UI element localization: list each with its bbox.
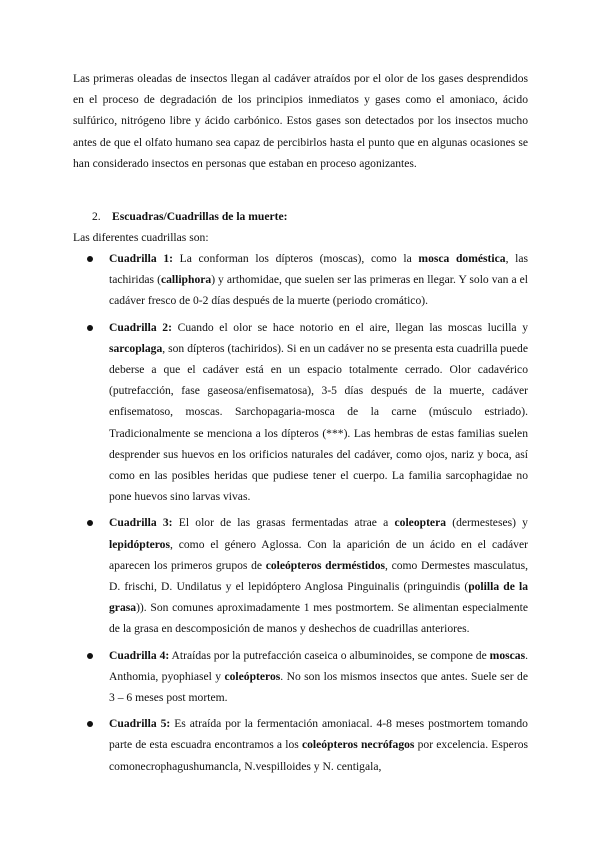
item-text: Atraídas por la putrefacción caseica o albuminoides, se compone de — [169, 648, 490, 662]
item-label: Cuadrilla 2: — [109, 320, 172, 334]
cuadrillas-list — [73, 248, 528, 782]
item-text: Es atraída por la fermentación amoniacal. 4-8 meses postmortem tomando parte de esta escuadra encontramos a los — [109, 717, 528, 752]
list-item-cuadrilla-2 — [73, 317, 528, 508]
bullet-icon — [87, 256, 93, 262]
section-heading — [73, 206, 288, 227]
item-bold-term: coleópteros necrófagos — [301, 738, 415, 752]
item-text: (dermesteses) y — [446, 516, 528, 530]
item-label: Cuadrilla 5: — [109, 717, 171, 731]
item-bold-term: coleópteros derméstidos — [265, 558, 386, 572]
item-bold-term: calliphora — [160, 273, 212, 287]
item-bold-term: polilla de la grasa — [109, 580, 528, 615]
list-item-cuadrilla-3 — [73, 512, 528, 639]
list-item-cuadrilla-4 — [73, 645, 528, 709]
item-label: Cuadrilla 3: — [109, 516, 173, 530]
list-item-cuadrilla-5 — [73, 713, 528, 777]
item-text: . Anthomia, pyophiasel y — [109, 648, 528, 683]
intro-paragraph: Las primeras oleadas de insectos llegan al cadáver atraídos por el olor de los gases desprendidos en el proceso de degradación de los principios inmediatos y gases como el amoniaco, ácido sulfúrico, nitrógeno libre y ácido carbónico. Estos gases son detectados por los insectos mucho antes de que el olfato humano sea capaz de percibirlos hasta el punto que en algunas ocasiones se han considerado insectos en personas que estaban en proceso agonizantes. — [73, 72, 528, 170]
bullet-icon — [87, 653, 93, 659]
item-text: , como el género Aglossa. Con la aparición de un ácido en el cadáver aparecen los primeros grupos de — [109, 537, 528, 572]
item-bold-term: coleópteros — [224, 669, 281, 683]
item-text: Cuando el olor se hace notorio en el aire, llegan las moscas lucilla y — [171, 320, 528, 334]
item-label: Cuadrilla 4: — [109, 648, 170, 662]
item-label: Cuadrilla 1: — [109, 252, 173, 265]
section-number: 2. — [92, 210, 101, 223]
item-text: . No son los mismos insectos que antes. Suele ser de 3 – 6 meses post mortem. — [109, 669, 528, 705]
bullet-icon — [87, 325, 93, 331]
bullet-icon — [87, 520, 93, 526]
item-text: , las tachiridas ( — [109, 252, 528, 287]
item-bold-term: lepidópteros — [109, 537, 170, 551]
item-bold-term: moscas — [489, 648, 526, 662]
item-text: , como Dermestes masculatus, D. frischi, D. Undilatus y el lepidóptero Anglosa Pinguinalis (pringuindis ( — [109, 558, 529, 594]
list-item-cuadrilla-1 — [73, 248, 528, 312]
section-lead: Las diferentes cuadrillas son: — [73, 231, 209, 244]
item-text: ) y arthomidae, que suelen ser las primeras en llegar. Y solo van a el cadáver fresco de 0-2 días después de la muerte (periodo cromático). — [109, 273, 528, 308]
section-title: Escuadras/Cuadrillas de la muerte: — [112, 210, 288, 223]
item-text: El olor de las grasas fermentadas atrae a — [172, 516, 395, 530]
item-bold-term: mosca doméstica — [418, 252, 506, 265]
item-bold-term: coleoptera — [394, 516, 447, 530]
item-bold-term: sarcoplaga — [109, 341, 163, 355]
bullet-icon — [87, 721, 93, 727]
item-text: )). Son comunes aproximadamente 1 mes postmortem. Se alimentan especialmente de la grasa en descomposición de manos y deshechos de cuadrillas anteriores. — [109, 601, 528, 636]
item-text: , son dípteros (tachiridos). Si en un cadáver no se presenta esta cuadrilla puede deberse a que el cadáver está en un espacio totalmente cerrado. Olor cadavérico (putrefacción, fase gaseosa/enfisematosa), 3-5 días después de la muerte, cadáver enfisematoso, moscas. Sarchopagaria-mosca de la carne (músculo estriado). Tradicionalmente se menciona a los dípteros (***). Las hembras de estas familias suelen desprender sus huevos en los orificios naturales del cadáver, como ojos, nariz y boca, así como en las posibles heridas que pudiese tener el cuerpo. La familia sarcophagidae no pone huevos sino larvas vivas. — [109, 341, 528, 504]
item-text: por excelencia. Esperos comonecrophagushumancla, N.vespilloides y N. centigala, — [109, 738, 528, 773]
item-text: La conforman los dípteros (moscas), como la — [172, 252, 419, 265]
